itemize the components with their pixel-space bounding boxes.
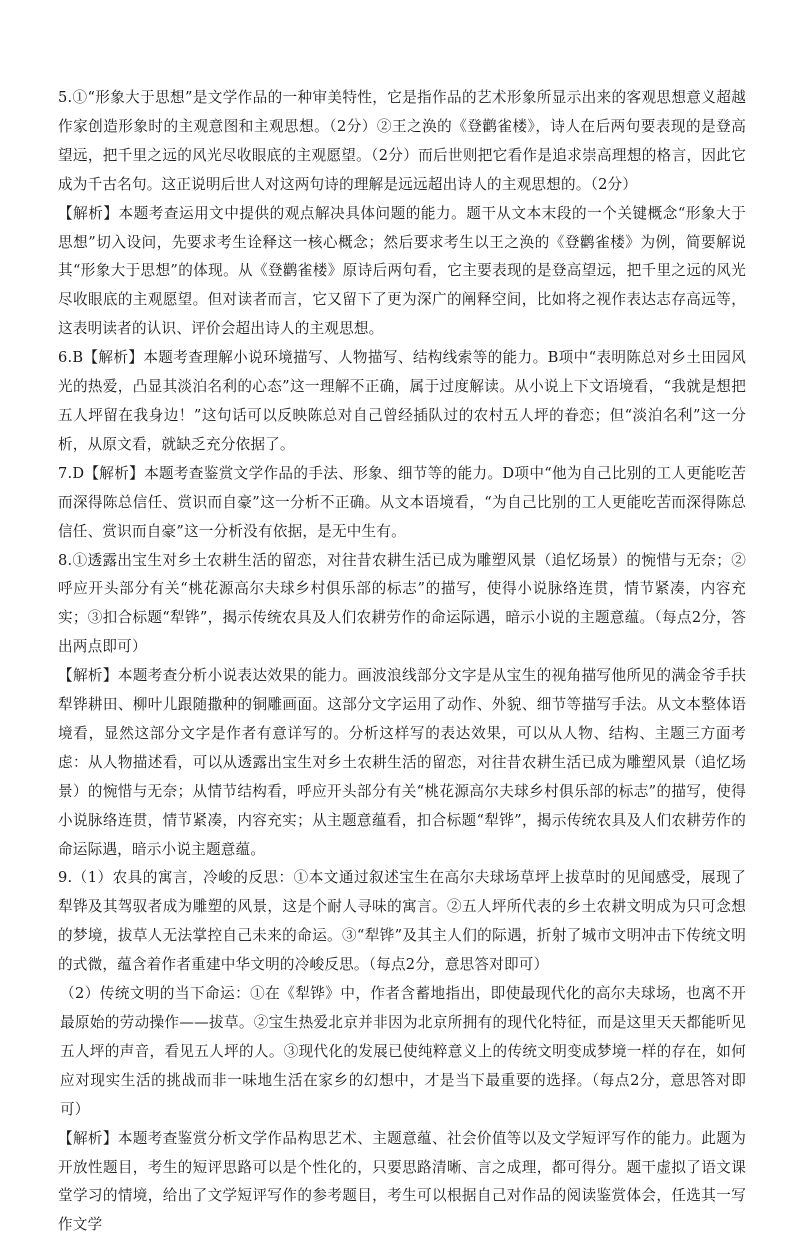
analysis-q5: 【解析】本题考查运用文中提供的观点解决具体问题的能力。题干从文本末段的一个关键概念“形象大于思想”切入设问，先要求考生诠释这一核心概念；然后要求考生以王之涣的《登鹳雀楼》为例，简要解说其“形象大于思想”的体现。从《登鹳雀楼》原诗后两句看，它主要表现的是登高望远，把千里之远的风光尽收眼底的主观愿望。但对读者而言，它又留下了更为深广的阐释空间，比如将之视作表达志存高远等，这表明读者的认识、评价会超出诗人的主观思想。	[58, 204, 746, 338]
answer-q9-part2: （2）传统文明的当下命运：①在《犁铧》中，作者含蓄地指出，即使最现代化的高尔夫球场，也离不开最原始的劳动操作——拔草。②宝生热爱北京并非因为北京所拥有的现代化特征，而是这里天天都能听见五人坪的声音，看见五人坪的人。③现代化的发展已使纯粹意义上的传统文明变成梦境一样的存在，如何应对现实生活的挑战而非一味地生活在家乡的幻想中，才是当下最重要的选择。（每点2分，意思答对即可）	[60, 985, 746, 1118]
analysis-q8: 【解析】本题考查分析小说表达效果的能力。画波浪线部分文字是从宝生的视角描写他所见的满金爷手扶犁铧耕田、柳叶儿跟随撒种的铜雕画面。这部分文字运用了动作、外貌、细节等描写手法。从文本整体语境看，显然这部分文字是作者有意详写的。分析这样写的表达效果，可以从人物、结构、主题三方面考虑：从人物描述看，可以从透露出宝生对乡土农耕生活的留恋，对往昔农耕生活已成为雕塑风景（追忆场景）的惋惜与无奈；从情节结构看，呼应开头部分有关“桃花源高尔夫球乡村俱乐部的标志”的描写，使得小说脉络连贯，情节紧凑，内容充实；从主题意蕴看，扣合标题“犁铧”，揭示传统农具及人们农耕劳作的命运际遇，暗示小说主题意蕴。	[58, 667, 746, 858]
analysis-q9: 【解析】本题考查鉴赏分析文学作品构思艺术、主题意蕴、社会价值等以及文学短评写作的能力。此题为开放性题目，考生的短评思路可以是个性化的，只要思路清晰、言之成理，都可得分。题干虚拟了语文课堂学习的情境，给出了文学短评写作的参考题目，考生可以根据自己对作品的阅读鉴赏体会，任选其一写作文学	[58, 1129, 746, 1234]
answer-q9-part1: 9.（1）农具的寓言，冷峻的反思：①本文通过叙述宝生在高尔夫球场草坪上拔草时的见闻感受，展现了犁铧及其驾驭者成为雕塑的风景，这是个耐人寻味的寓言。②五人坪所代表的乡土农耕文明成为只可念想的梦境，拔草人无法掌控自己未来的命运。③“犁铧”及其主人们的际遇，折射了城市文明冲击下传统文明的式微，蕴含着作者重建中华文明的冷峻反思。（每点2分，意思答对即可）	[58, 869, 746, 974]
answer-q5: 5.①“形象大于思想”是文学作品的一种审美特性，它是指作品的艺术形象所显示出来的客观思想意义超越作家创造形象时的主观意图和主观思想。（2分）②王之涣的《登鹳雀楼》，诗人在后两句要表现的是登高望远，把千里之远的风光尽收眼底的主观愿望。（2分）而后世则把它看作是追求崇高理想的格言，因此它成为千古名句。这正说明后世人对这两句诗的理解是远远超出诗人的主观思想的。（2分）	[58, 89, 746, 193]
answer-q8: 8.①透露出宝生对乡土农耕生活的留恋，对往昔农耕生活已成为雕塑风景（追忆场景）的惋惜与无奈；②呼应开头部分有关“桃花源高尔夫球乡村俱乐部的标志”的描写，使得小说脉络连贯，情节紧凑，内容充实；③扣合标题“犁铧”，揭示传统农具及人们农耕劳作的命运际遇，暗示小说的主题意蕴。（每点2分，答出两点即可）	[58, 551, 746, 656]
answer-q7: 7.D【解析】本题考查鉴赏文学作品的手法、形象、细节等的能力。D项中“他为自己比别的工人更能吃苦而深得陈总信任、赏识而自豪”这一分析不正确。从文本语境看，“为自己比别的工人更能吃苦而深得陈总信任、赏识而自豪”这一分析没有依据，是无中生有。	[58, 464, 746, 540]
answer-q6: 6.B【解析】本题考查理解小说环境描写、人物描写、结构线索等的能力。B项中“表明陈总对乡土田园风光的热爱，凸显其淡泊名利的心态”这一理解不正确，属于过度解读。从小说上下文语境看，“我就是想把五人坪留在我身边！”这句话可以反映陈总对自己曾经插队过的农村五人坪的眷恋；但“淡泊名利”这一分析，从原文看，就缺乏充分依据了。	[58, 349, 746, 453]
answer-key-page	[58, 84, 746, 1240]
